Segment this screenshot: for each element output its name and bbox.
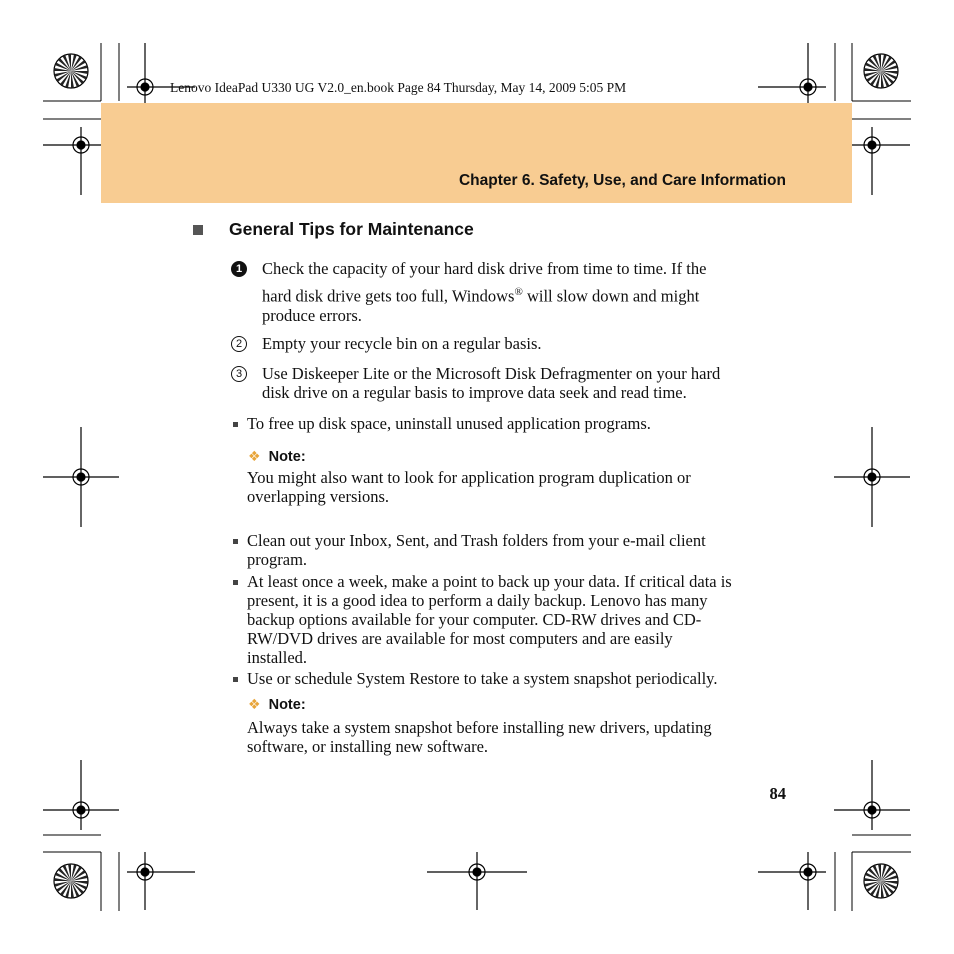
note-1-label: Note: — [268, 449, 306, 465]
section-marker-icon — [193, 225, 203, 235]
bullet-4-text: Use or schedule System Restore to take a system snapshot periodically. — [247, 669, 718, 688]
registered-mark: ® — [514, 286, 523, 298]
note-2-label: Note: — [268, 697, 306, 713]
step-1-line-1: Check the capacity of your hard disk drive from time to time. If the — [262, 259, 707, 278]
bullet-icon — [233, 422, 238, 427]
bullet-icon — [233, 677, 238, 682]
bullet-icon — [233, 539, 238, 544]
step-1-icon: 1 — [231, 261, 247, 277]
bullet-icon — [233, 580, 238, 585]
step-2-icon: 2 — [231, 336, 247, 352]
bullet-1-text: To free up disk space, uninstall unused application programs. — [247, 414, 651, 433]
print-header: Lenovo IdeaPad U330 UG V2.0_en.book Page 84 Thursday, May 14, 2009 5:05 PM — [170, 80, 627, 95]
note-1-heading — [248, 448, 306, 465]
note-2-text: Always take a system snapshot before installing new drivers, updating software, or installing new software. — [247, 718, 712, 756]
step-1-line-2: hard disk drive gets too full, Windows® will slow down and might — [262, 286, 700, 306]
note-diamond-icon: ❖ — [248, 696, 261, 712]
note-1-text: You might also want to look for application program duplication or overlapping versions. — [247, 468, 691, 506]
bullet-2-text: Clean out your Inbox, Sent, and Trash folders from your e-mail client program. — [247, 531, 706, 569]
step-2-text: Empty your recycle bin on a regular basis. — [262, 334, 542, 353]
note-2-heading — [248, 696, 306, 713]
page-number: 84 — [769, 784, 786, 803]
chapter-title: Chapter 6. Safety, Use, and Care Information — [458, 172, 786, 189]
step-1-text — [262, 259, 802, 325]
bullet-3-text: At least once a week, make a point to back up your data. If critical data is present, it is a good idea to perform a daily backup. Lenovo has many backup options available for your computer. CD-RW drives and CD- RW/DVD drives are available for most computers and are easily installed. — [247, 572, 732, 667]
section-title: General Tips for Maintenance — [229, 219, 474, 239]
note-diamond-icon: ❖ — [248, 448, 261, 464]
step-1-line-3: produce errors. — [262, 305, 362, 325]
step-3-icon: 3 — [231, 366, 247, 382]
step-3-text: Use Diskeeper Lite or the Microsoft Disk Defragmenter on your hard disk drive on a regular basis to improve data seek and read time. — [262, 364, 721, 402]
